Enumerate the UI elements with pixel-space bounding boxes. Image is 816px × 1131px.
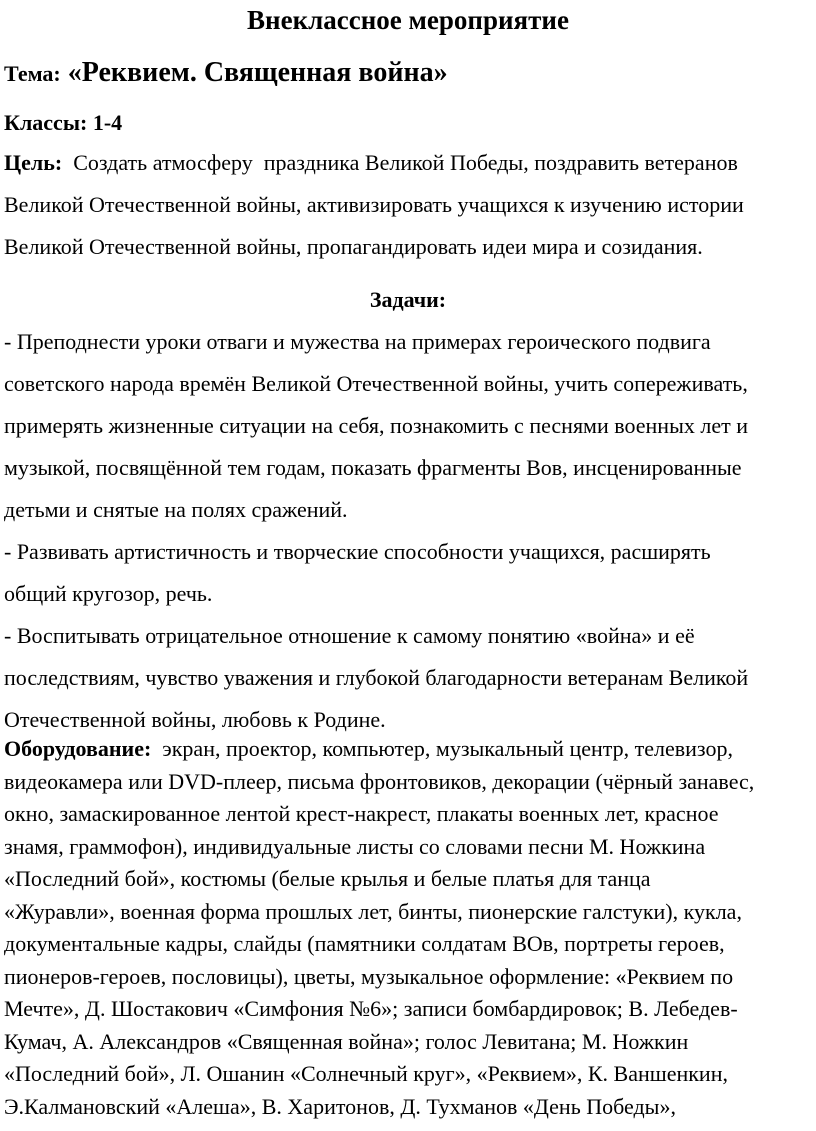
equipment-line: «Последний бой», костюмы (белые крылья и белые платья для танца xyxy=(4,866,651,891)
topic-label: Тема: xyxy=(4,61,61,86)
equipment-line: видеокамера или DVD-плеер, письма фронтовиков, декорации (чёрный занавес, xyxy=(4,768,755,794)
topic-line xyxy=(4,56,448,91)
tasks-heading: Задачи: xyxy=(369,287,447,312)
task-line: - Воспитывать отрицательное отношение к самому понятию «война» и её xyxy=(4,623,695,648)
goal-line: Великой Отечественной войны, активизировать учащихся к изучению истории xyxy=(4,192,744,217)
goal-line xyxy=(4,142,814,184)
task-line: Отечественной войны, любовь к Родине. xyxy=(4,707,386,732)
task-line: - Преподнести уроки отваги и мужества на примерах героического подвига xyxy=(4,329,711,354)
equipment-line: знамя, граммофон), индивидуальные листы со словами песни М. Ножкина xyxy=(4,833,706,859)
task-line: детьми и снятые на полях сражений. xyxy=(4,497,348,522)
equipment-label: Оборудование: xyxy=(4,736,152,761)
page-title: Внеклассное мероприятие xyxy=(247,5,569,35)
task-line: последствиям, чувство уважения и глубокой благодарности ветеранам Великой xyxy=(4,665,749,690)
goal-label: Цель: xyxy=(4,150,63,175)
task-line: общий кругозор, речь. xyxy=(4,581,213,606)
goal-text: Создать атмосферу праздника Великой Победы, поздравить ветеранов xyxy=(62,150,738,175)
classes-line: Классы: 1-4 xyxy=(4,110,123,135)
equipment-paragraph xyxy=(4,733,816,1123)
task-line: музыкой, посвящённой тем годам, показать фрагменты Вов, инсценированные xyxy=(4,455,742,480)
equipment-line: «Журавли», военная форма прошлых лет, бинты, пионерские галстуки), кукла, xyxy=(4,898,742,924)
equipment-line xyxy=(4,733,816,766)
equipment-line: Мечте», Д. Шостакович «Симфония №6»; записи бомбардировок; В. Лебедев- xyxy=(4,996,738,1021)
task-line: - Развивать артистичность и творческие способности учащихся, расширять xyxy=(4,539,711,564)
equipment-line: Кумач, А. Александров «Священная война»; голос Левитана; М. Ножкин xyxy=(4,1028,689,1054)
equipment-line: документальные кадры, слайды (памятники солдатам ВОв, портреты героев, xyxy=(4,931,725,956)
goal-paragraph xyxy=(4,142,814,268)
tasks-list xyxy=(4,321,814,741)
equipment-text: экран, проектор, компьютер, музыкальный центр, телевизор, xyxy=(151,736,733,761)
equipment-line: окно, замаскированное лентой крест-накрест, плакаты военных лет, красное xyxy=(4,801,719,826)
task-line: советского народа времён Великой Отечественной войны, учить сопереживать, xyxy=(4,371,748,396)
topic-value: «Реквием. Священная война» xyxy=(67,57,448,88)
goal-line: Великой Отечественной войны, пропагандировать идеи мира и созидания. xyxy=(4,234,703,259)
equipment-line: Э.Калмановский «Алеша», В. Харитонов, Д. Тухманов «День Победы», xyxy=(4,1093,676,1119)
equipment-line: «Последний бой», Л. Ошанин «Солнечный круг», «Реквием», К. Ваншенкин, xyxy=(4,1061,728,1086)
task-line: примерять жизненные ситуации на себя, познакомить с песнями военных лет и xyxy=(4,413,748,438)
equipment-line: пионеров-героев, пословицы), цветы, музыкальное оформление: «Реквием по xyxy=(4,963,734,989)
